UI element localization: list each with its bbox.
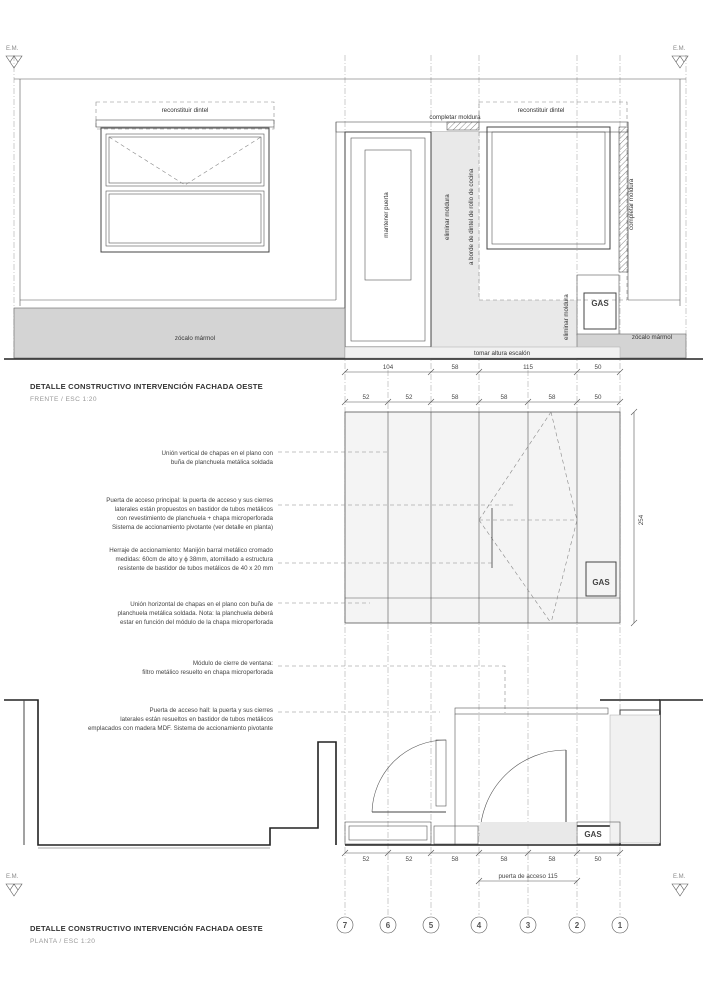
zocalo-right-label: zócalo mármol [631, 334, 673, 341]
planta-title: DETALLE CONSTRUCTIVO INTERVENCIÓN FACHADA OESTE [30, 924, 263, 933]
eliminar-moldura-label-2: eliminar moldura [563, 294, 570, 340]
axis-label-5: 5 [428, 921, 434, 930]
dim-puerta-acceso: puerta de acceso 115 [498, 873, 558, 880]
tomar-altura-label: tomar altura escalón [473, 350, 531, 357]
reconstituir-dintel-left-label: reconstituir dintel [161, 107, 209, 114]
axis-label-2: 2 [574, 921, 580, 930]
front-elevation [4, 79, 703, 360]
note-2-line-3: con revestimiento de planchuela + chapa microperforada [117, 515, 273, 522]
note-6-line-1: Puerta de acceso hall: la puerta y sus cierres [149, 707, 273, 714]
borde-dintel-label: a borde de dintel de rollo de cocina [468, 168, 475, 265]
note-6-line-3: emplacados con madera MDF. Sistema de accionamiento pivotante [87, 725, 273, 732]
dim-height [631, 409, 645, 626]
em-marker-top-right [672, 46, 688, 68]
moldura-hatch-side [619, 127, 628, 272]
dim-bottom-3: 58 [451, 856, 459, 863]
dim-bottom-4: 58 [500, 856, 508, 863]
dim-bottom-6: 50 [594, 856, 602, 863]
note-4-line-3: estar en función del módulo de la chapa microperforada [119, 619, 273, 626]
note-2-line-4: Sistema de accionamiento pivotante (ver detalle en planta) [112, 524, 273, 531]
note-3-line-2: medidas: 60cm de alto y ϕ 38mm, atornillado a estructura [115, 556, 273, 563]
svg-text:E.M.: E.M. [6, 874, 19, 880]
zocalo-left [14, 308, 345, 358]
svg-text:E.M.: E.M. [6, 46, 19, 52]
axis-label-6: 6 [385, 921, 391, 930]
dim-mid-2: 52 [405, 394, 413, 401]
dim-top-115: 115 [523, 364, 533, 371]
dim-mid-1: 52 [362, 394, 370, 401]
window-left [101, 128, 269, 252]
gas-label-facade: GAS [592, 578, 610, 587]
window-right [487, 127, 610, 249]
frente-subtitle: FRENTE / ESC 1:20 [30, 396, 97, 403]
dim-bottom-5: 58 [548, 856, 556, 863]
dim-mid-5: 58 [548, 394, 556, 401]
dim-top-104: 104 [382, 364, 394, 371]
dim-height-254: 254 [638, 514, 645, 526]
note-1-line-1: Unión vertical de chapas en el plano con [161, 450, 273, 457]
zocalo-left-label: zócalo mármol [174, 335, 216, 342]
dim-mid-3: 58 [451, 394, 459, 401]
svg-text:E.M.: E.M. [673, 46, 686, 52]
moldura-hatch-top [447, 122, 479, 130]
frente-title: DETALLE CONSTRUCTIVO INTERVENCIÓN FACHADA OESTE [30, 382, 263, 391]
dim-top-50: 50 [594, 364, 602, 371]
floor-plan [4, 700, 703, 848]
note-2-line-2: laterales están propuestos en bastidor de tubos metálicos [114, 506, 273, 513]
planta-subtitle: PLANTA / ESC 1:20 [30, 938, 96, 945]
note-2-line-1: Puerta de acceso principal: la puerta de acceso y sus cierres [106, 497, 273, 504]
note-6-line-2: laterales están resueltos en bastidor de tubos metálicos [120, 716, 273, 723]
dim-bottom-1: 52 [362, 856, 370, 863]
em-marker-bottom-left [6, 874, 22, 896]
note-3-line-1: Herraje de accionamiento: Manijón barral metálico cromado [109, 547, 273, 554]
dims-top-row [342, 364, 623, 375]
dim-mid-6: 50 [594, 394, 602, 401]
axis-label-4: 4 [476, 921, 482, 930]
note-4-line-1: Unión horizontal de chapas en el plano con buña de [130, 601, 273, 608]
axis-label-3: 3 [525, 921, 531, 930]
reconstituir-dintel-right-label: reconstituir dintel [517, 107, 565, 114]
axis-label-1: 1 [617, 921, 623, 930]
dim-mid-4: 58 [500, 394, 508, 401]
proposed-facade [345, 412, 620, 623]
note-1-line-2: buña de planchuela metálica soldada [170, 459, 273, 466]
note-5-line-2: filtro metálico resuelto en chapa microperforada [142, 669, 273, 676]
existing-door [345, 132, 431, 347]
dims-bottom-row [342, 850, 623, 884]
note-5-line-1: Módulo de cierre de ventana: [192, 660, 273, 667]
gas-label-front: GAS [591, 299, 609, 308]
axis-label-7: 7 [342, 921, 348, 930]
svg-text:E.M.: E.M. [673, 874, 686, 880]
note-3-line-3: resistente de bastidor de tubos metálicos de 40 x 20 mm [117, 565, 273, 572]
dim-top-58: 58 [451, 364, 459, 371]
mantener-puerta-label: mantener puerta [383, 192, 390, 238]
completar-moldura-top-label: completar moldura [429, 114, 481, 121]
dims-mid-row [342, 394, 623, 405]
gas-label-plan: GAS [584, 830, 602, 839]
eliminar-moldura-label-1: eliminar moldura [444, 194, 451, 240]
completar-moldura-side-label: completar moldura [628, 178, 635, 230]
dim-bottom-2: 52 [405, 856, 413, 863]
axis-markers [337, 917, 628, 933]
note-4-line-2: planchuela metálica soldada. Nota: la planchuela deberá [117, 610, 273, 617]
window-filter-module [455, 708, 608, 714]
em-marker-bottom-right [672, 874, 688, 896]
